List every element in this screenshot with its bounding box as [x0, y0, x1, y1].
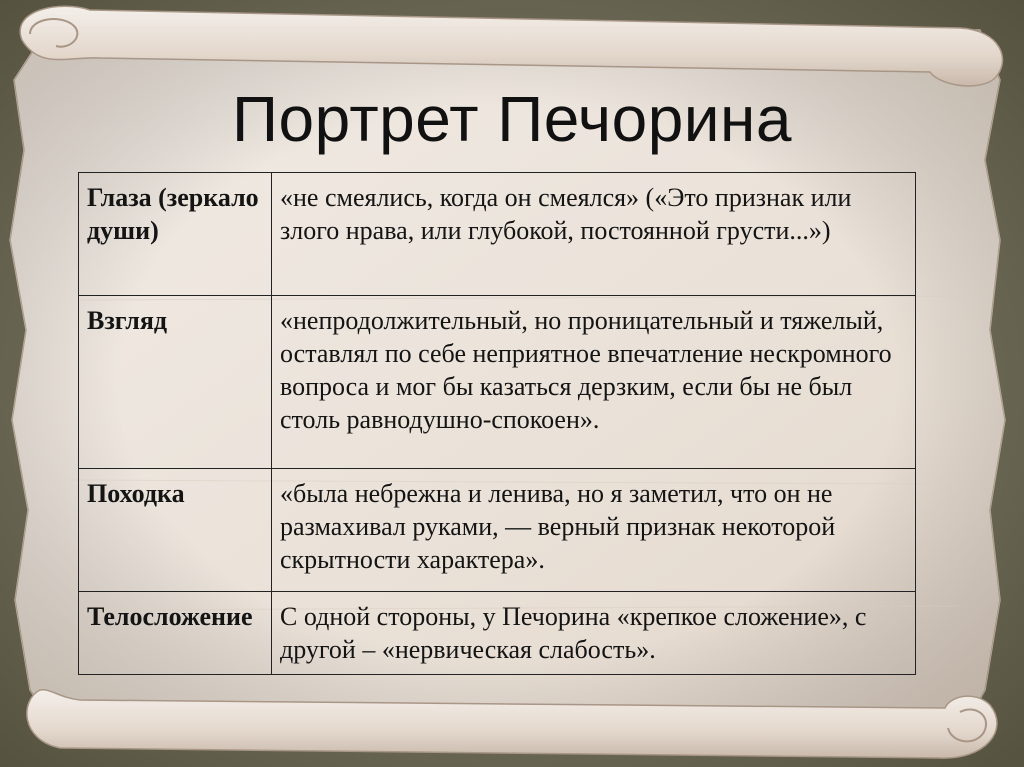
- table-row: [79, 592, 916, 675]
- description-cell: «непродолжительный, но проницательный и тяжелый, оставлял по себе неприятное впечатление нескромного вопроса и мог бы казаться дерзким, если бы не был столь равнодушно-спокоен».: [272, 296, 916, 469]
- slide-title: Портрет Печорина: [232, 83, 792, 155]
- table-row: [79, 173, 916, 296]
- description-cell: «была небрежна и ленива, но я заметил, что он не размахивал руками, — верный признак некоторой скрытности характера».: [272, 469, 916, 592]
- attribute-cell: Взгляд: [79, 296, 272, 469]
- description-cell: «не смеялись, когда он смеялся» («Это признак или злого нрава, или глубокой, постоянной грусти...»): [272, 173, 916, 296]
- table-row: [79, 469, 916, 592]
- description-cell: С одной стороны, у Печорина «крепкое сложение», с другой – «нервическая слабость».: [272, 592, 916, 675]
- attribute-cell: Походка: [79, 469, 272, 592]
- attribute-cell: Телосложение: [79, 592, 272, 675]
- portrait-table: [78, 172, 916, 675]
- attribute-cell: Глаза (зеркало души): [79, 173, 272, 296]
- table-row: [79, 296, 916, 469]
